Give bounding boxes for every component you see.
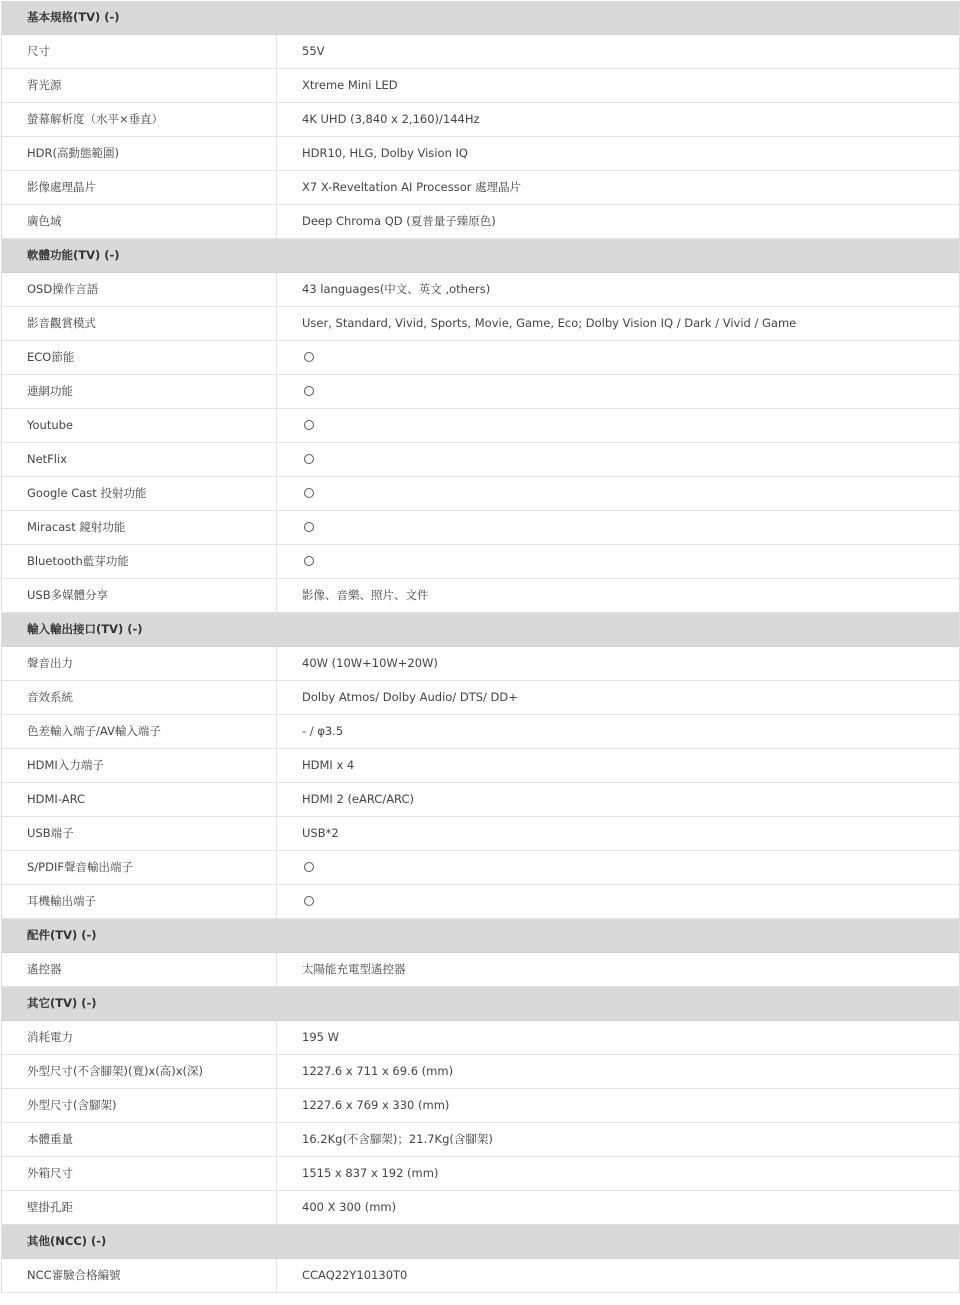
spec-row (2, 137, 959, 171)
circle-icon (304, 896, 314, 906)
spec-row (2, 69, 959, 103)
spec-value: 1227.6 x 711 x 69.6 (mm) (302, 1064, 454, 1078)
spec-value: 太陽能充電型遙控器 (302, 962, 406, 976)
spec-row (2, 817, 959, 851)
circle-icon (304, 420, 314, 430)
spec-label: HDR(高動態範圍) (2, 137, 277, 170)
spec-row (2, 545, 959, 579)
section-header[interactable]: 輸入輸出接口(TV) (-) (2, 613, 959, 647)
spec-label: Miracast 鏡射功能 (2, 511, 277, 544)
spec-value: User, Standard, Vivid, Sports, Movie, Game, Eco; Dolby Vision IQ / Dark / Vivid / Game (302, 316, 797, 330)
spec-row (2, 103, 959, 137)
spec-value: Dolby Atmos/ Dolby Audio/ DTS/ DD+ (302, 690, 518, 704)
spec-value: USB*2 (302, 826, 339, 840)
spec-label: HDMI入力端子 (2, 749, 277, 782)
spec-value: 16.2Kg(不含腳架)；21.7Kg(含腳架) (302, 1132, 493, 1146)
spec-label: 色差輸入端子/AV輸入端子 (2, 715, 277, 748)
spec-label: 影音觀賞模式 (2, 307, 277, 340)
circle-icon (304, 352, 314, 362)
spec-label: USB端子 (2, 817, 277, 850)
spec-label: NCC審驗合格編號 (2, 1259, 277, 1292)
spec-row (2, 1157, 959, 1191)
spec-row (2, 1021, 959, 1055)
spec-value: X7 X-Reveltation AI Processor 處理晶片 (302, 180, 522, 194)
spec-value (277, 409, 959, 442)
spec-row (2, 1191, 959, 1225)
spec-label: 聲音出力 (2, 647, 277, 680)
spec-label: 音效系統 (2, 681, 277, 714)
spec-row (2, 851, 959, 885)
spec-value: - / φ3.5 (302, 724, 344, 738)
section-header[interactable]: 其它(TV) (-) (2, 987, 959, 1021)
spec-row (2, 1055, 959, 1089)
spec-row (2, 409, 959, 443)
spec-row (2, 953, 959, 987)
circle-icon (304, 556, 314, 566)
spec-label: ECO節能 (2, 341, 277, 374)
circle-icon (304, 488, 314, 498)
spec-label: 消耗電力 (2, 1021, 277, 1054)
spec-label: Google Cast 投射功能 (2, 477, 277, 510)
spec-row (2, 749, 959, 783)
spec-row (2, 1123, 959, 1157)
spec-row (2, 341, 959, 375)
spec-label: 耳機輸出端子 (2, 885, 277, 918)
section-header[interactable]: 配件(TV) (-) (2, 919, 959, 953)
spec-value: 40W (10W+10W+20W) (302, 656, 438, 670)
spec-row (2, 579, 959, 613)
spec-value: Xtreme Mini LED (302, 78, 398, 92)
spec-row (2, 1259, 959, 1293)
spec-value (277, 885, 959, 918)
circle-icon (304, 522, 314, 532)
spec-value (277, 341, 959, 374)
spec-row (2, 273, 959, 307)
spec-value: HDMI 2 (eARC/ARC) (302, 792, 414, 806)
spec-label: 本體重量 (2, 1123, 277, 1156)
spec-row (2, 783, 959, 817)
spec-value (277, 443, 959, 476)
spec-row (2, 205, 959, 239)
spec-value: 55V (302, 44, 325, 58)
spec-row (2, 885, 959, 919)
section-header[interactable]: 軟體功能(TV) (-) (2, 239, 959, 273)
circle-icon (304, 386, 314, 396)
spec-row (2, 647, 959, 681)
spec-row (2, 511, 959, 545)
spec-value: HDR10, HLG, Dolby Vision IQ (302, 146, 468, 160)
spec-row (2, 307, 959, 341)
spec-value: 1515 x 837 x 192 (mm) (302, 1166, 439, 1180)
spec-value: 195 W (302, 1030, 339, 1044)
spec-table (1, 1, 960, 1293)
spec-label: 外型尺寸(不含腳架)(寬)x(高)x(深) (2, 1055, 277, 1088)
spec-label: 影像處理晶片 (2, 171, 277, 204)
spec-row (2, 443, 959, 477)
section-header[interactable]: 基本規格(TV) (-) (2, 1, 959, 35)
spec-label: 遙控器 (2, 953, 277, 986)
spec-value: 1227.6 x 769 x 330 (mm) (302, 1098, 450, 1112)
spec-label: NetFlix (2, 443, 277, 476)
spec-label: HDMI-ARC (2, 783, 277, 816)
spec-row (2, 171, 959, 205)
spec-row (2, 35, 959, 69)
circle-icon (304, 454, 314, 464)
spec-row (2, 375, 959, 409)
spec-label: OSD操作言語 (2, 273, 277, 306)
spec-value (277, 851, 959, 884)
spec-value (277, 545, 959, 578)
spec-label: 外型尺寸(含腳架) (2, 1089, 277, 1122)
spec-value (277, 511, 959, 544)
spec-label: 背光源 (2, 69, 277, 102)
spec-value (277, 477, 959, 510)
spec-label: 螢幕解析度（水平×垂直） (2, 103, 277, 136)
spec-row (2, 715, 959, 749)
spec-value: CCAQ22Y10130T0 (302, 1268, 408, 1282)
section-header[interactable]: 其他(NCC) (-) (2, 1225, 959, 1259)
spec-value: 4K UHD (3,840 x 2,160)/144Hz (302, 112, 480, 126)
spec-label: Bluetooth藍芽功能 (2, 545, 277, 578)
spec-label: 壁掛孔距 (2, 1191, 277, 1224)
spec-label: 尺寸 (2, 35, 277, 68)
spec-value: 43 languages(中文、英文 ,others) (302, 282, 491, 296)
spec-value: HDMI x 4 (302, 758, 355, 772)
spec-value: 400 X 300 (mm) (302, 1200, 397, 1214)
spec-row (2, 681, 959, 715)
spec-value: 影像、音樂、照片、文件 (302, 588, 429, 602)
spec-label: 外箱尺寸 (2, 1157, 277, 1190)
spec-row (2, 1089, 959, 1123)
spec-label: S/PDIF聲音輸出端子 (2, 851, 277, 884)
spec-label: 廣色域 (2, 205, 277, 238)
circle-icon (304, 862, 314, 872)
spec-row (2, 477, 959, 511)
spec-label: USB多媒體分享 (2, 579, 277, 612)
spec-value: Deep Chroma QD (夏普量子臻原色) (302, 214, 496, 228)
spec-label: 連網功能 (2, 375, 277, 408)
spec-value (277, 375, 959, 408)
spec-label: Youtube (2, 409, 277, 442)
